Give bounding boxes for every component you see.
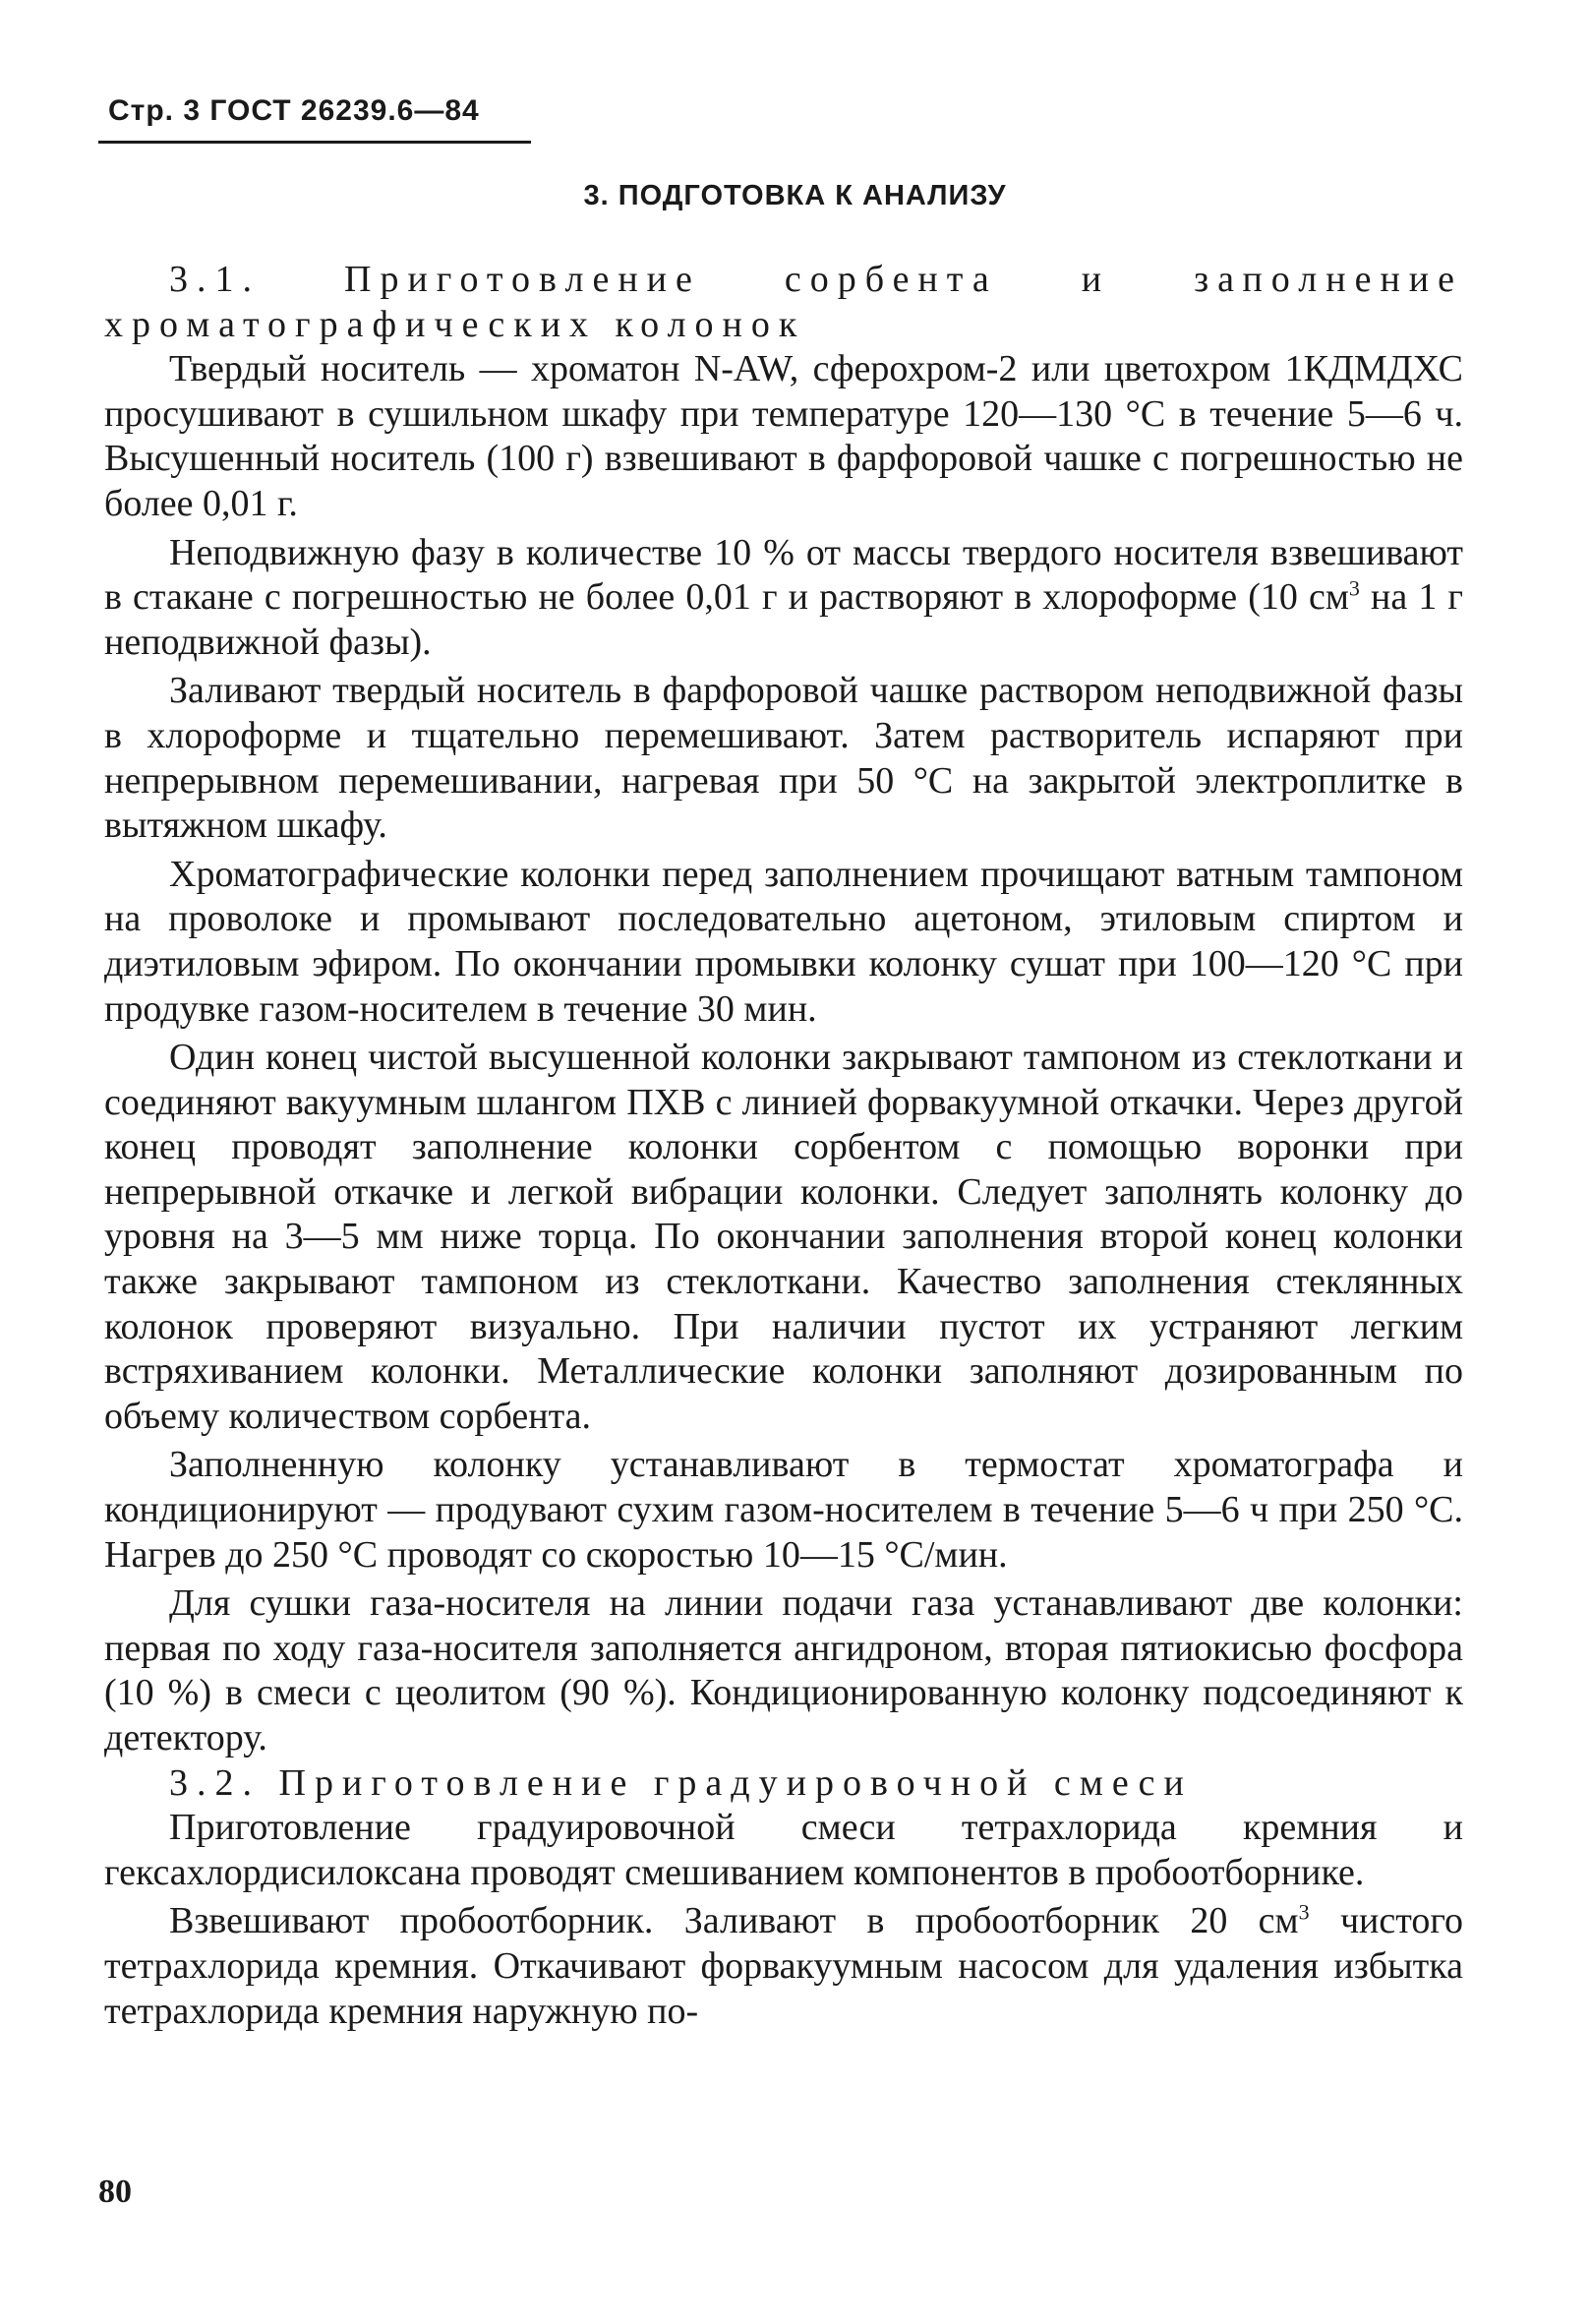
body-text	[104, 258, 1463, 2034]
page-number: 80	[98, 2174, 132, 2210]
paragraph: Взвешивают пробоотборник. Заливают в пробоотборник 20 $см^3$ чистого тетрахлорида кремния. Откачивают форвакуумным насосом для удаления избытка тетрахлорида кремния наружную по-	[104, 1899, 1463, 2032]
paragraph: Для сушки газа-носителя на линии подачи газа устанавливают две колонки: первая по ходу газа-носителя заполняется ангидроном, вторая пятиокисью фосфора (10 %) в смеси с цеолитом (90 %). Кондиционированную колонку подсоединяют к детектору.	[104, 1582, 1463, 1758]
header-rule	[98, 141, 531, 144]
paragraph: Заполненную колонку устанавливают в термостат хроматографа и кондиционируют — продувают сухим газом-носителем в течение 5—6 ч при 250 °С. Нагрев до 250 °С проводят со скоростью 10—15 °С/мин.	[104, 1444, 1463, 1576]
subsection-heading-3-1: 3.1. Приготовление сорбента и заполнение хроматографических колонок	[104, 259, 1463, 345]
subsection-heading-3-2: 3.2. Приготовление градуировочной смеси	[169, 1761, 1193, 1804]
paragraph: Один конец чистой высушенной колонки закрывают тампоном из стеклоткани и соединяют вакуумным шлангом ПХВ с линией форвакуумной откачки. Через другой конец проводят заполнение колонки сорбентом с помощью воронки при непрерывной откачке и легкой вибрации колонки. Следует заполнять колонку до уровня на 3—5 мм ниже торца. По окончании заполнения второй конец колонки также закрывают тампоном из стеклоткани. Качество заполнения стеклянных колонок проверяют визуально. При наличии пустот их устраняют легким встряхиванием колонки. Металлические колонки заполняют дозированным по объему количеством сорбента.	[104, 1037, 1463, 1437]
paragraph: Заливают твердый носитель в фарфоровой чашке раствором неподвижной фазы в хлороформе и тщательно перемешивают. Затем растворитель испаряют при непрерывном перемешивании, нагревая при 50 °С на закрытой электроплитке в вытяжном шкафу.	[104, 670, 1463, 847]
paragraph: Хроматографические колонки перед заполнением прочищают ватным тампоном на проволоке и промывают последовательно ацетоном, этиловым спиртом и диэтиловым эфиром. По окончании промывки колонку сушат при 100—120 °С при продувке газом-носителем в течение 30 мин.	[104, 853, 1463, 1030]
running-header: Стр. 3 ГОСТ 26239.6—84	[108, 94, 480, 127]
paragraph: Твердый носитель — хроматон N-AW, сферохром-2 или цветохром 1КДМДХС просушивают в сушильном шкафу при температуре 120—130 °С в течение 5—6 ч. Высушенный носитель (100 г) взвешивают в фарфоровой чашке с погрешностью не более 0,01 г.	[104, 348, 1463, 524]
paragraph: Неподвижную фазу в количестве 10 % от массы твердого носителя взвешивают в стакане с погрешностью не более 0,01 г и растворяют в хлороформе (10 $см^3$ на 1 г неподвижной фазы).	[104, 531, 1463, 663]
section-title: 3. ПОДГОТОВКА К АНАЛИЗУ	[583, 180, 1007, 211]
paragraph: Приготовление градуировочной смеси тетрахлорида кремния и гексахлордисилоксана проводят смешиванием компонентов в пробоотборнике.	[104, 1807, 1463, 1893]
